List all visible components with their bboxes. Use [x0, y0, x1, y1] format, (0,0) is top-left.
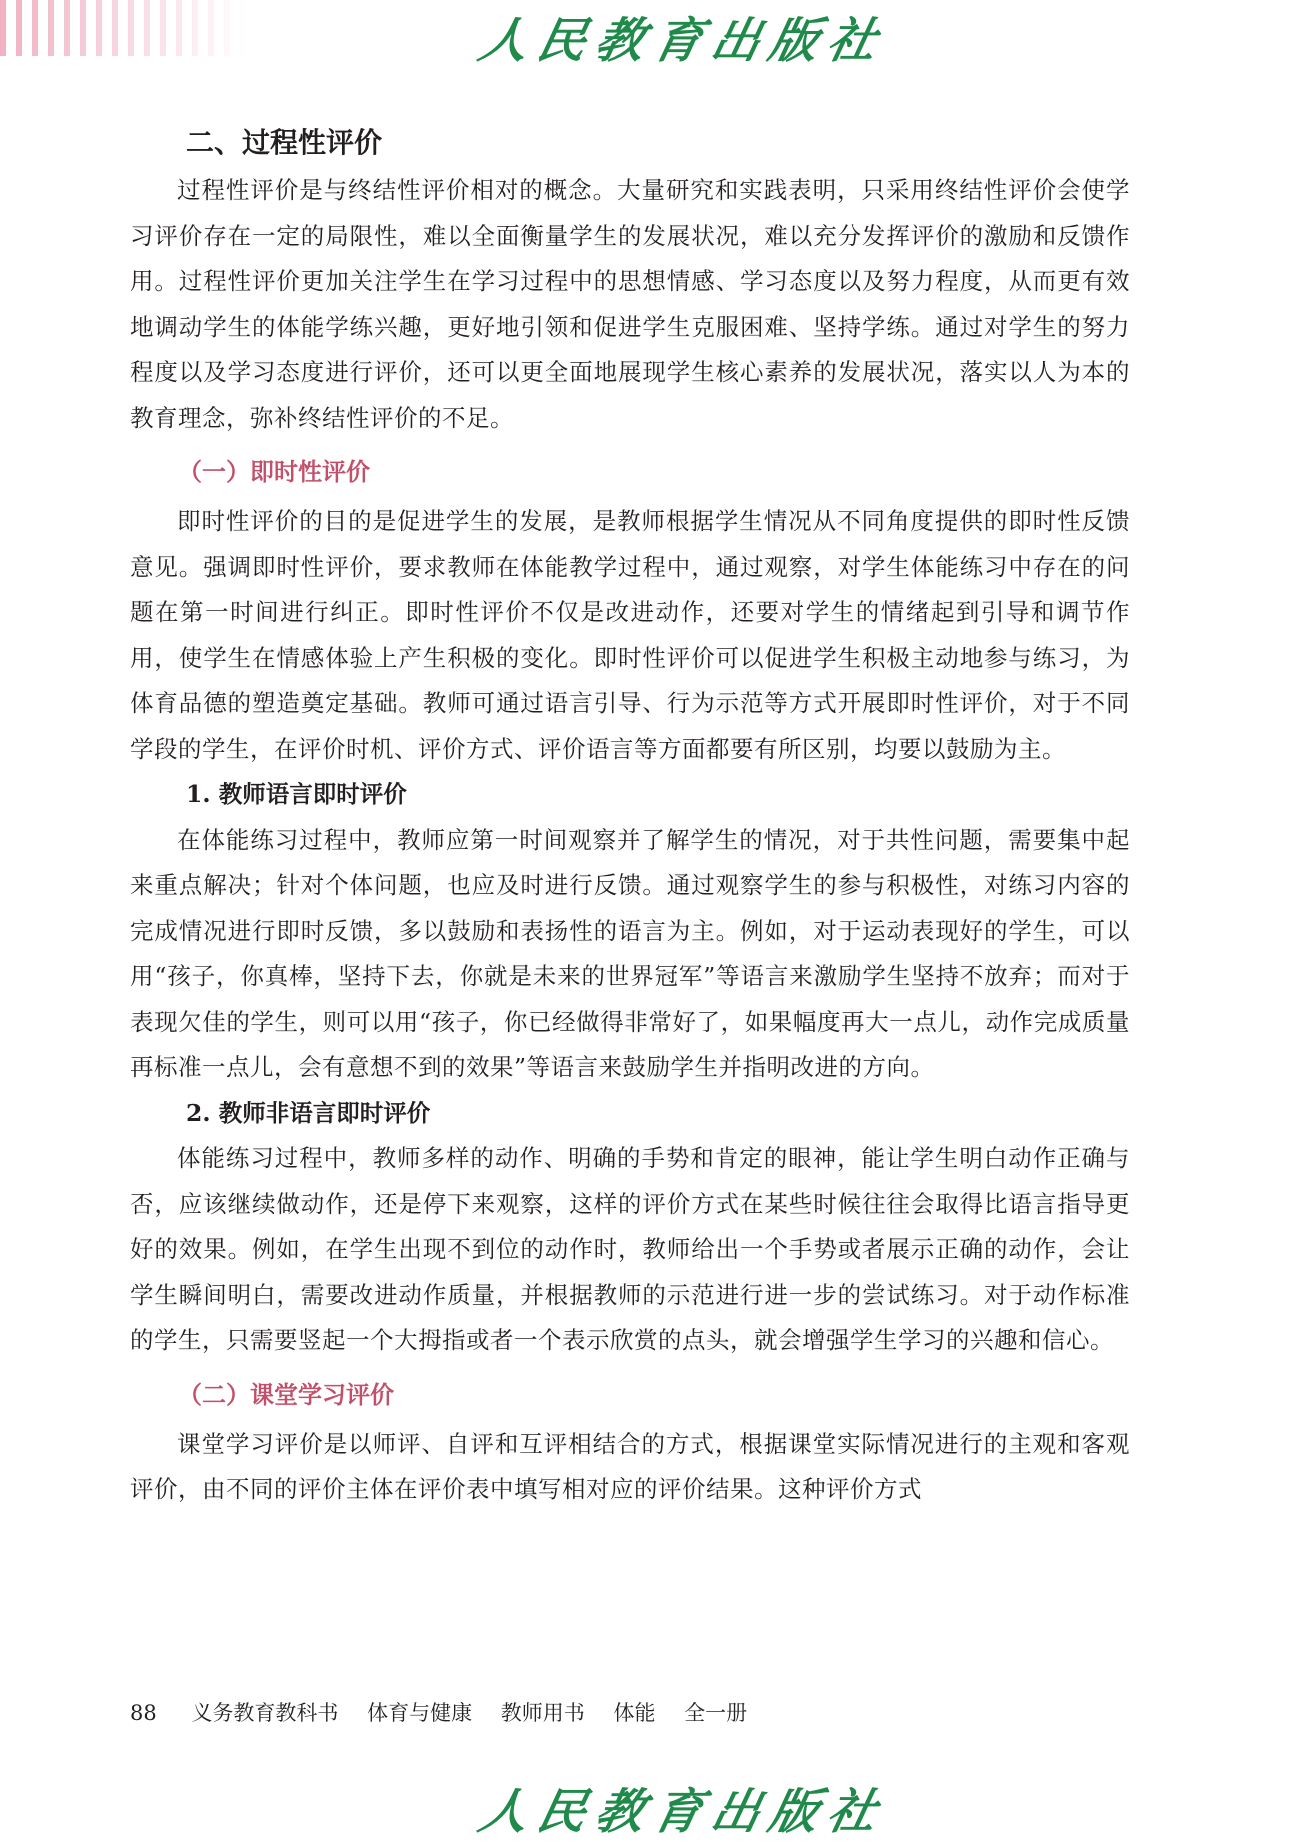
footer-topic: 体能 — [613, 1701, 656, 1725]
verbal-evaluation-paragraph: 在体能练习过程中，教师应第一时间观察并了解学生的情况，对于共性问题，需要集中起来重点解决；针对个体问题，也应及时进行反馈。通过观察学生的参与积极性，对练习内容的完成情况进行即时反馈，多以鼓励和表扬性的语言为主。例如，对于运动表现好的学生，可以用“孩子，你真棒，坚持下去，你就是未来的世界冠军”等语言来激励学生坚持不放弃；而对于表现欠佳的学生，则可以用“孩子，你已经做得非常好了，如果幅度再大一点儿，动作完成质量再标准一点儿，会有意想不到的效果”等语言来鼓励学生并指明改进的方向。 — [130, 825, 1130, 1081]
subsection-title-immediate-evaluation: （一）即时性评价 — [178, 457, 370, 486]
section-intro-paragraph: 过程性评价是与终结性评价相对的概念。大量研究和实践表明，只采用终结性评价会使学习评价存在一定的局限性，难以全面衡量学生的发展状况，难以充分发挥评价的激励和反馈作用。过程性评价更加关注学生在学习过程中的思想情感、学习态度以及努力程度，从而更有效地调动学生的体能学练兴趣，更好地引领和促进学生克服困难、坚持学练。通过对学生的努力程度以及学习态度进行评价，还可以更全面地展现学生核心素养的发展状况，落实以人为本的教育理念，弥补终结性评价的不足。 — [130, 176, 1130, 432]
nonverbal-evaluation-paragraph: 体能练习过程中，教师多样的动作、明确的手势和肯定的眼神，能让学生明白动作正确与否，应该继续做动作，还是停下来观察，这样的评价方式在某些时候往往会取得比语言指导更好的效果。例如，在学生出现不到位的动作时，教师给出一个手势或者展示正确的动作，会让学生瞬间明白，需要改进动作质量，并根据教师的示范进行进一步的尝试练习。对于动作标准的学生，只需要竖起一个大拇指或者一个表示欣赏的点头，就会增强学生学习的兴趣和信心。 — [130, 1144, 1130, 1354]
page-content — [130, 118, 1130, 1513]
item-title-nonverbal-evaluation: 2. 教师非语言即时评价 — [186, 1098, 431, 1127]
section-title: 二、过程性评价 — [186, 126, 383, 159]
immediate-evaluation-paragraph: 即时性评价的目的是促进学生的发展，是教师根据学生情况从不同角度提供的即时性反馈意见。强调即时性评价，要求教师在体能教学过程中，通过观察，对学生体能练习中存在的问题在第一时间进行纠正。即时性评价不仅是改进动作，还要对学生的情绪起到引导和调节作用，使学生在情感体验上产生积极的变化。即时性评价可以促进学生积极主动地参与练习，为体育品德的塑造奠定基础。教师可通过语言引导、行为示范等方式开展即时性评价，对于不同学段的学生，在评价时机、评价方式、评价语言等方面都要有所区别，均要以鼓励为主。 — [130, 507, 1130, 763]
footer-book-series: 义务教育教科书 — [191, 1701, 339, 1725]
footer-volume: 全一册 — [684, 1701, 748, 1725]
publisher-logo-header: 人民教育出版社 — [474, 13, 892, 69]
footer-book-type: 教师用书 — [500, 1701, 585, 1725]
footer-subject: 体育与健康 — [367, 1701, 473, 1725]
subsection-title-classroom-evaluation: （二）课堂学习评价 — [178, 1379, 394, 1409]
page-footer — [130, 1698, 769, 1728]
header-stripes-decoration — [0, 0, 250, 56]
classroom-evaluation-paragraph: 课堂学习评价是以师评、自评和互评相结合的方式，根据课堂实际情况进行的主观和客观评价，由不同的评价主体在评价表中填写相对应的评价结果。这种评价方式 — [130, 1429, 1130, 1503]
page-number: 88 — [130, 1701, 157, 1725]
publisher-logo-footer: 人民教育出版社 — [474, 1784, 892, 1840]
item-title-verbal-evaluation: 1. 教师语言即时评价 — [186, 780, 407, 808]
